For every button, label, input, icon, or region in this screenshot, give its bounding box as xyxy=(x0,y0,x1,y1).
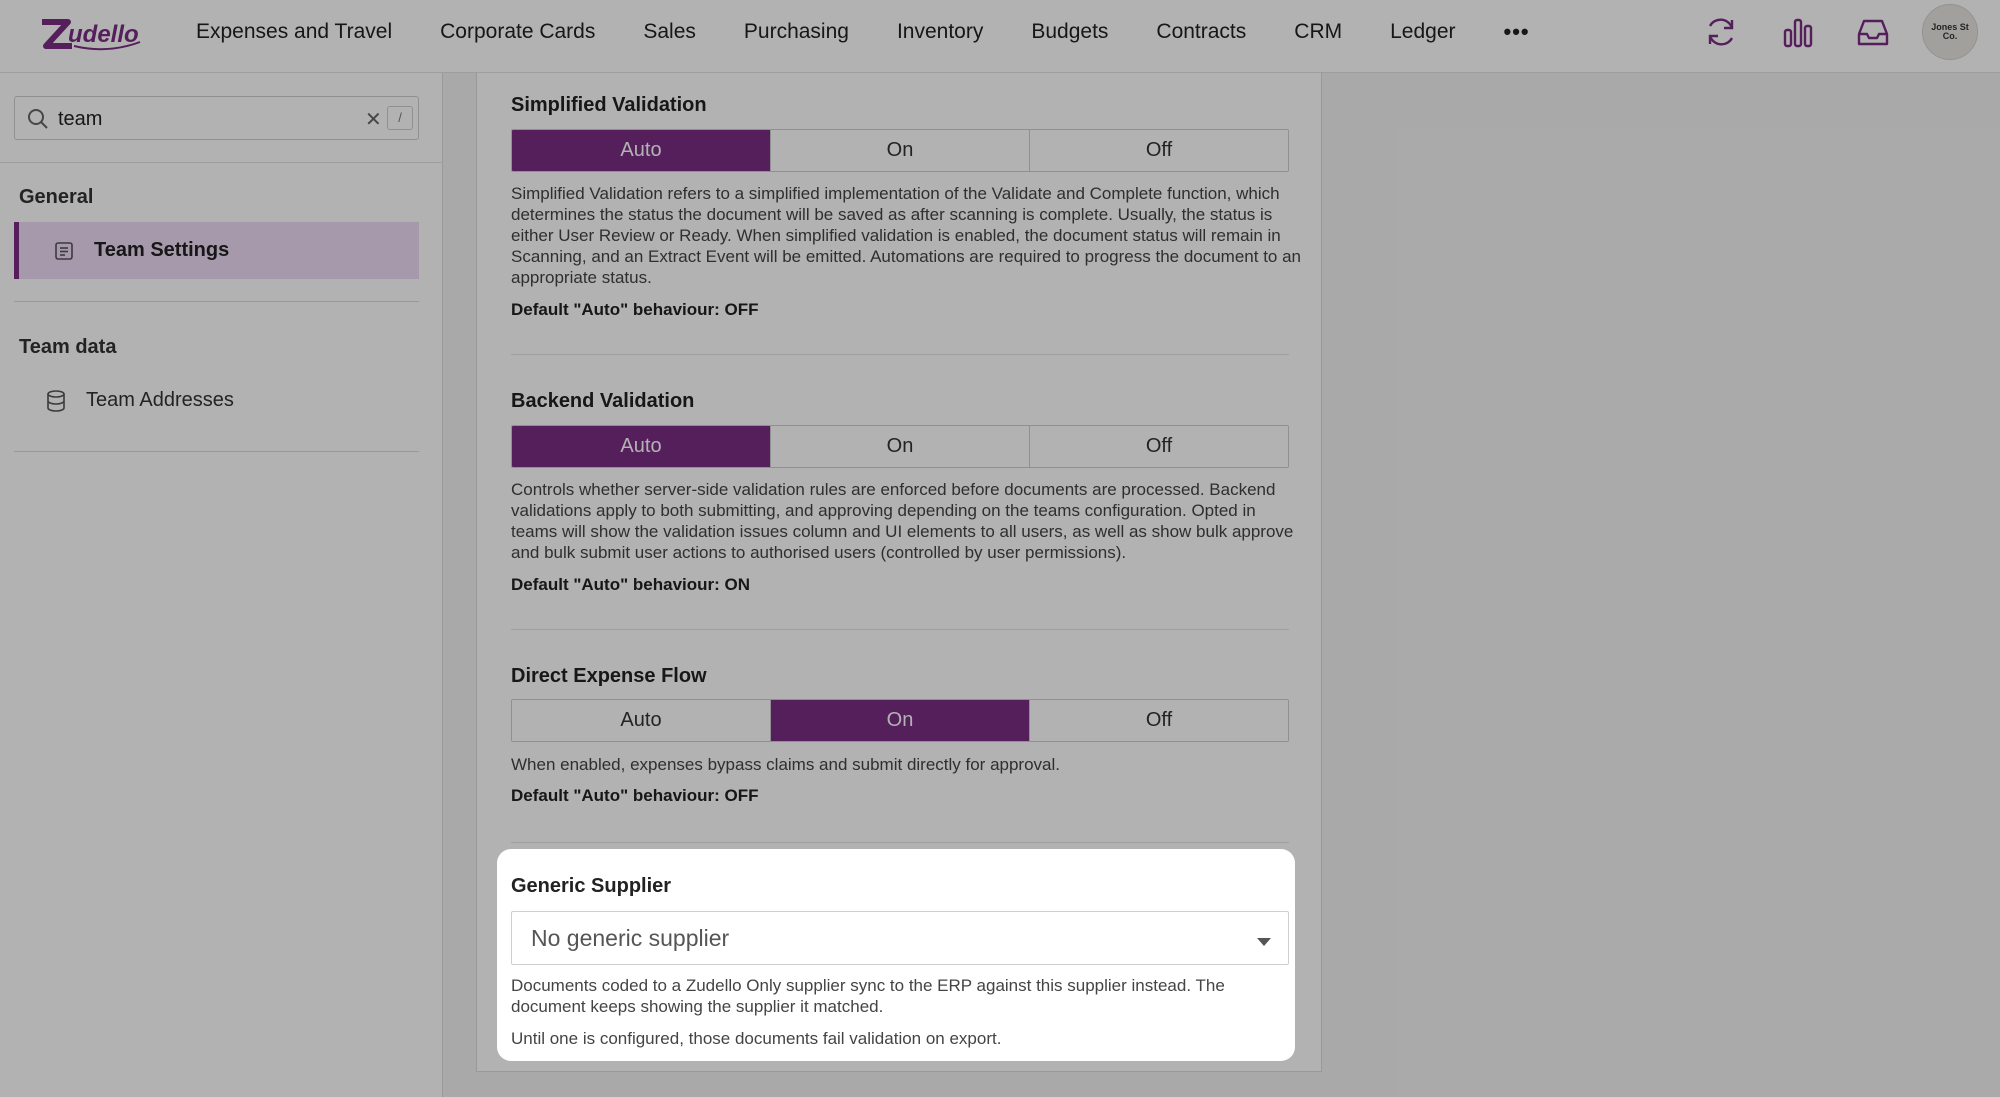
nav-ledger[interactable]: Ledger xyxy=(1390,20,1456,43)
clear-search-icon[interactable]: ✕ xyxy=(365,109,382,131)
sidebar-heading-general: General xyxy=(19,186,94,208)
simplified-validation-default-note: Default "Auto" behaviour: OFF xyxy=(511,300,759,319)
search-shortcut-hint: / xyxy=(387,106,413,130)
simplified-validation-off-option[interactable]: Off xyxy=(1030,130,1288,171)
sidebar-item-label: Team Addresses xyxy=(86,389,234,411)
generic-supplier-card xyxy=(497,849,1295,1061)
generic-supplier-warning: Until one is configured, those documents fail validation on export. xyxy=(511,1029,1002,1048)
nav-budgets[interactable]: Budgets xyxy=(1031,20,1109,43)
backend-validation-default-note: Default "Auto" behaviour: ON xyxy=(511,575,751,594)
generic-supplier-description: Documents coded to a Zudello Only supplier sync to the ERP against this supplier instead. The document keeps showing the supplier it matched. xyxy=(511,976,1225,1016)
sidebar-item-label: Team Settings xyxy=(94,239,230,261)
nav-more-icon[interactable]: ••• xyxy=(1503,19,1530,44)
simplified-validation-auto-option[interactable]: Auto xyxy=(512,130,771,171)
nav-inventory[interactable]: Inventory xyxy=(896,20,984,43)
svg-text:udello: udello xyxy=(68,21,139,48)
search-value: team xyxy=(58,108,103,130)
simplified-validation-description: Simplified Validation refers to a simplified implementation of the Validate and Complete function, which determines the status the document will be saved as after scanning is complete. Usually, the status is either User Review or Ready. When simplified validation is enabled, the document status will remain in Scanning, and an Extract Event will be emitted. Automations are required to progress the document to an appropriate status. xyxy=(511,184,1302,287)
avatar-line-2: Co. xyxy=(1942,31,1958,41)
nav-corporate-cards[interactable]: Corporate Cards xyxy=(440,20,596,43)
nav-sales[interactable]: Sales xyxy=(643,20,696,43)
generic-supplier-title: Generic Supplier xyxy=(511,875,672,897)
sidebar-heading-team-data: Team data xyxy=(19,336,117,358)
direct-expense-flow-auto-option[interactable]: Auto xyxy=(512,700,771,741)
nav-expenses-and-travel[interactable]: Expenses and Travel xyxy=(196,20,393,43)
nav-crm[interactable]: CRM xyxy=(1294,20,1343,43)
direct-expense-flow-off-option[interactable]: Off xyxy=(1030,700,1288,741)
backend-validation-description: Controls whether server-side validation rules are enforced before documents are processed. Backend validations apply to both submitting, and approving depending on the teams configuration. Opted in teams will show the validation issues column and UI elements to all users, as well as show bulk approve and bulk submit user actions to authorised users (controlled by user permissions). xyxy=(511,480,1294,562)
direct-expense-flow-description: When enabled, expenses bypass claims and submit directly for approval. xyxy=(511,755,1061,774)
avatar-line-1: Jones St xyxy=(1931,22,1969,32)
nav-purchasing[interactable]: Purchasing xyxy=(743,20,849,43)
backend-validation-off-option[interactable]: Off xyxy=(1030,426,1288,467)
backend-validation-title: Backend Validation xyxy=(511,390,695,412)
simplified-validation-on-option[interactable]: On xyxy=(771,130,1030,171)
simplified-validation-title: Simplified Validation xyxy=(511,94,707,116)
backend-validation-auto-option[interactable]: Auto xyxy=(512,426,771,467)
nav-contracts[interactable]: Contracts xyxy=(1156,20,1247,43)
direct-expense-flow-default-note: Default "Auto" behaviour: OFF xyxy=(511,786,759,805)
generic-supplier-selected-value: No generic supplier xyxy=(531,925,730,951)
direct-expense-flow-on-option[interactable]: On xyxy=(771,700,1030,741)
chevron-down-icon xyxy=(1257,938,1271,946)
backend-validation-on-option[interactable]: On xyxy=(771,426,1030,467)
direct-expense-flow-title: Direct Expense Flow xyxy=(511,665,707,687)
generic-supplier-select[interactable] xyxy=(511,911,1289,965)
